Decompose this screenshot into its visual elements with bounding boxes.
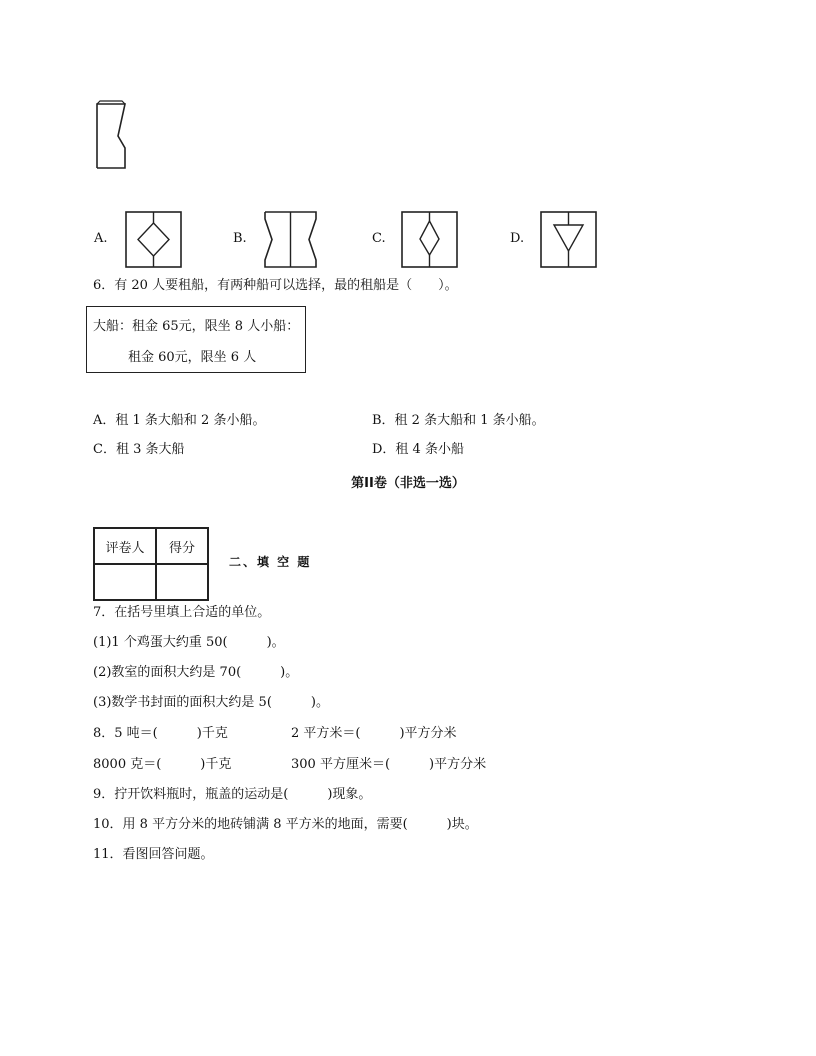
q6-option-c: C．租 3 条大船 — [93, 442, 185, 457]
reviewer-header: 评卷人 — [94, 528, 156, 564]
option-b-figure — [263, 211, 319, 269]
q11-stem: 11．看图回答问题。 — [93, 847, 214, 862]
option-c-label: C. — [372, 231, 386, 246]
rental-info-box — [86, 306, 306, 373]
q10-stem: 10．用 8 平方分米的地砖铺满 8 平方米的地面，需要( )块。 — [93, 817, 478, 832]
q8-part-b: 2 平方米＝( )平方分米 — [291, 726, 457, 741]
section-title: 第II卷（非选一选） — [351, 476, 465, 491]
q6-option-b: B．租 2 条大船和 1 条小船。 — [372, 413, 545, 428]
q6-stem: 6．有 20 人要租船，有两种船可以选择，最的租船是（ ）。 — [93, 278, 458, 293]
q7-item-3: (3)数学书封面的面积大约是 5( )。 — [93, 695, 329, 710]
option-a-figure — [125, 211, 183, 269]
option-b-label: B. — [233, 231, 247, 246]
q8-part-c: 8000 克＝( )千克 — [93, 757, 232, 772]
q7-item-1: (1)1 个鸡蛋大约重 50( )。 — [93, 635, 285, 650]
rental-info-line-1: 大船：租金 65元，限坐 8 人小船： — [93, 319, 300, 334]
q9-stem: 9．拧开饮料瓶时，瓶盖的运动是( )现象。 — [93, 787, 372, 802]
q6-option-d: D．租 4 条小船 — [372, 442, 464, 457]
part-2-title: 二、填 空 题 — [229, 555, 312, 569]
option-a-label: A. — [94, 231, 108, 246]
score-table — [93, 527, 209, 601]
option-d-label: D. — [510, 231, 525, 246]
option-c-figure — [401, 211, 459, 269]
q7-item-2: (2)教室的面积大约是 70( )。 — [93, 665, 299, 680]
q7-stem: 7．在括号里填上合适的单位。 — [93, 605, 271, 620]
q8-part-a: 8．5 吨＝( )千克 — [93, 726, 228, 741]
q8-part-d: 300 平方厘米＝( )平方分米 — [291, 757, 487, 772]
folded-paper-figure — [94, 98, 130, 170]
score-cell — [156, 564, 208, 600]
option-d-figure — [540, 211, 598, 269]
reviewer-cell — [94, 564, 156, 600]
score-header: 得分 — [156, 528, 208, 564]
q6-option-a: A．租 1 条大船和 2 条小船。 — [93, 413, 266, 428]
rental-info-line-2: 租金 60元，限坐 6 人 — [128, 350, 257, 365]
